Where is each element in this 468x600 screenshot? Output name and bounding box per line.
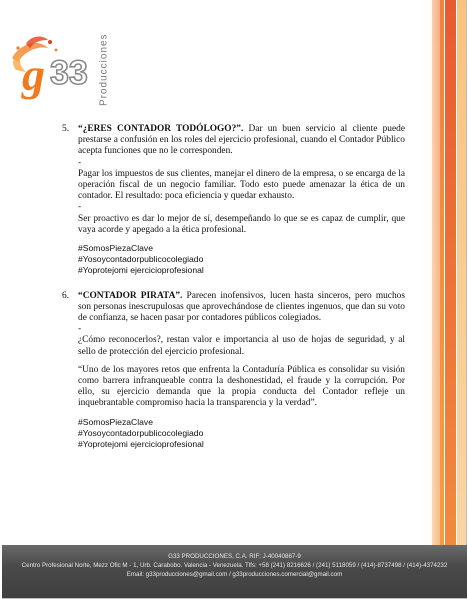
item-heading: “¿ERES CONTADOR TODÓLOGO?”. bbox=[78, 124, 244, 134]
logo-side-text: Producciones bbox=[98, 33, 110, 107]
footer-company: G33 PRODUCCIONES, C.A. RIF: J-40040867-9 bbox=[168, 553, 301, 560]
separator-dash: - bbox=[78, 157, 82, 168]
svg-text:g: g bbox=[22, 49, 45, 100]
item-number: 5. bbox=[62, 124, 70, 134]
hashtag: #Yoprotejomi ejercicioprofesional bbox=[78, 265, 204, 276]
list-item bbox=[62, 124, 405, 277]
list-item bbox=[62, 290, 405, 451]
hashtag: #Yoprotejomi ejercicioprofesional bbox=[78, 439, 204, 450]
item-quote: “Uno de los mayores retos que enfrenta la Contaduría Pública es consolidar su visión como barrera infranqueable contra la deshonestidad, el fraude y la corrupción. Por ello, su ejercicio demanda que la propia conducta del Contador refleje un inquebrantable compromiso hacia la transparencia y la verdad”. bbox=[78, 364, 405, 409]
separator-dash: - bbox=[78, 324, 82, 335]
hashtag: #SomosPiezaClave bbox=[78, 416, 153, 427]
hashtag-list bbox=[78, 243, 405, 277]
hashtag: #Yosoycontadorpublicocolegiado bbox=[78, 254, 204, 265]
page-footer bbox=[2, 545, 467, 598]
decorative-stripe bbox=[445, 0, 456, 545]
hashtag-list bbox=[78, 417, 405, 451]
document-body bbox=[62, 124, 405, 457]
item-intro: Dar un buen servicio al cliente puede prestarse a confusión en los roles del ejercicio profesional, cuando el Contador Público acepta funciones que no le corresponden. bbox=[78, 124, 405, 157]
decorative-stripe bbox=[457, 0, 466, 545]
item-heading: “CONTADOR PIRATA”. bbox=[78, 290, 183, 301]
svg-text:33: 33 bbox=[50, 54, 88, 92]
item-paragraph: Ser proactivo es dar lo mejor de sí, desempeñando lo que se es capaz de cumplir, que vaya acorde y apegado a la ética profesional. bbox=[78, 213, 405, 235]
item-intro: Parecen inofensivos, lucen hasta sinceros, pero muchos son personas inescrupulosas que aprovechándose de clientes ingenuos, que dan su voto de confianza, se hacen pasar por contadores públicos colegiados. bbox=[78, 290, 405, 324]
item-paragraph: ¿Cómo reconocerlos?, restan valor e importancia al uso de hojas de seguridad, y al sello de protección del ejercicio profesional. bbox=[78, 335, 405, 357]
hashtag: #SomosPiezaClave bbox=[78, 243, 153, 254]
item-paragraph bbox=[78, 124, 405, 158]
item-paragraph bbox=[78, 291, 405, 325]
footer-address: Centro Profesional Norte, Mezz Ofic M - 1, Urb. Carabobo. Valencia - Venezuela. Tlfs: +58 (241) 8216626 / (241) 5118059 / (414)-8737498 / (414)-4374232 bbox=[21, 562, 448, 569]
separator-dash: - bbox=[78, 202, 82, 213]
decorative-fade bbox=[420, 0, 440, 545]
hashtag: #Yosoycontadorpublicocolegiado bbox=[78, 427, 204, 438]
footer-email: Email: g33producciones@gmail.com / g33producciones.comercial@gmail.com bbox=[126, 571, 343, 578]
item-paragraph: Pagar los impuestos de sus clientes, manejar el dinero de la empresa, o se encarga de la operación fiscal de un negocio familiar. Todo esto puede amenazar la ética de un contador. El resultado: poca eficiencia y quedar exhausto. bbox=[78, 168, 405, 202]
item-number: 6. bbox=[62, 290, 70, 301]
